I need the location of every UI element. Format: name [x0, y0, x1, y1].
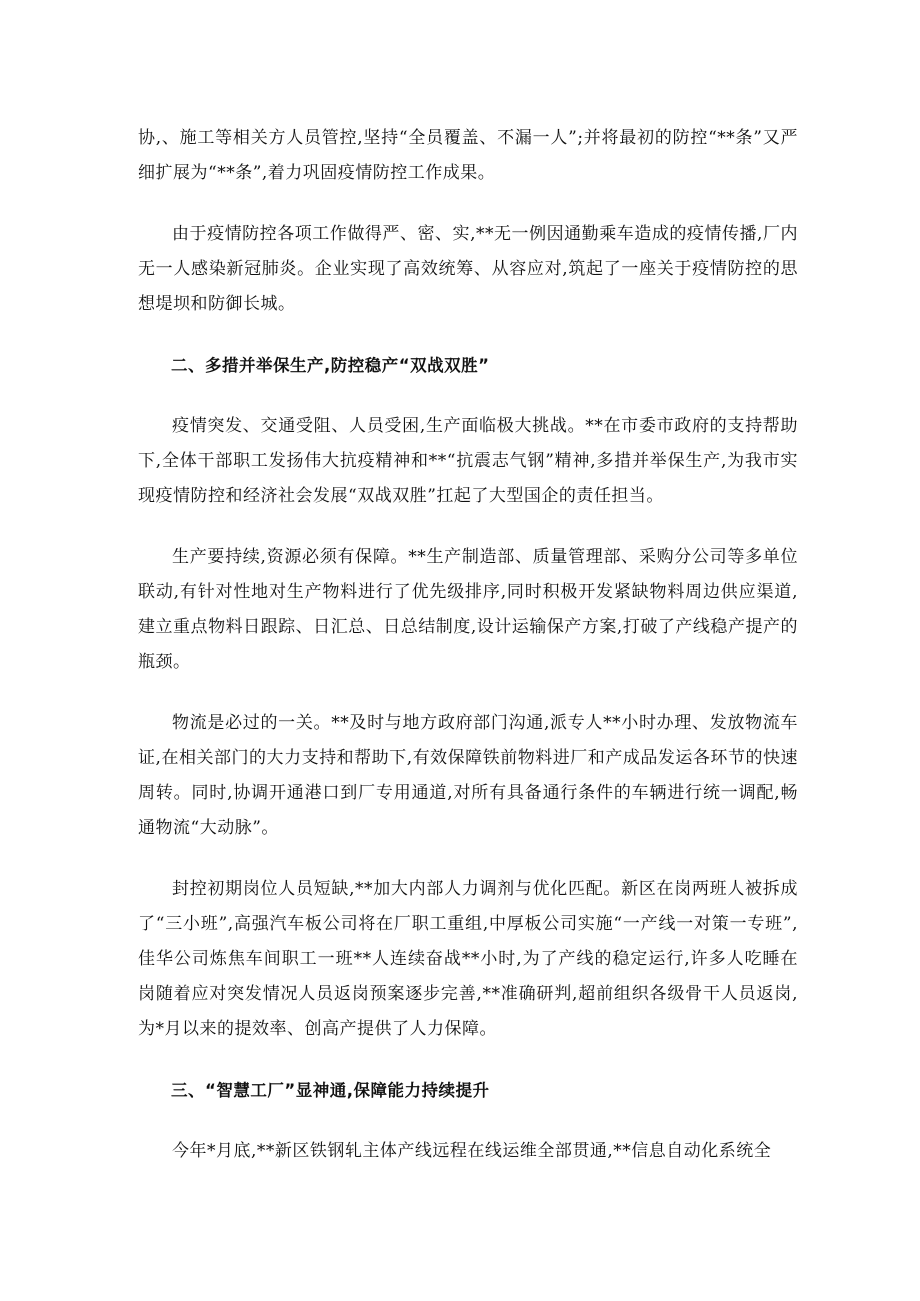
paragraph-production-challenge: 疫情突发、交通受阻、人员受困,生产面临极大挑战。**在市委市政府的支持帮助下,全体干部职工发扬伟大抗疫精神和**“抗震志气钢”精神,多措并举保生产,为我市实现疫情防控和经济社会发展“双战双胜”扛起了大型国企的责任担当。: [138, 416, 798, 506]
section-heading-two: 二、多措并举保生产,防控稳产“双战双胜”: [171, 356, 490, 375]
paragraph-logistics: 物流是必过的一关。**及时与地方政府部门沟通,派专人**小时办理、发放物流车证,在相关部门的大力支持和帮助下,有效保障铁前物料进厂和产成品发运各环节的快速周转。同时,协调开通港口到厂专用通道,对所有具备通行条件的车辆进行统一调配,畅通物流“大动脉”。: [138, 713, 798, 838]
paragraph-staffing: 封控初期岗位人员短缺,**加大内部人力调剂与优化匹配。新区在岗两班人被拆成了“三小班”,高强汽车板公司将在厂职工重组,中厚板公司实施“一产线一对策一专班”,佳华公司炼焦车间职工一班**人连续奋战**小时,为了产线的稳定运行,许多人吃睡在岗随着应对突发情况人员返岗预案逐步完善,**准确研判,超前组织各级骨干人员返岗,为*月以来的提效率、创高产提供了人力保障。: [138, 879, 798, 1039]
paragraph-epidemic-result: 由于疫情防控各项工作做得严、密、实,**无一例因通勤乘车造成的疫情传播,厂内无一人感染新冠肺炎。企业实现了高效统筹、从容应对,筑起了一座关于疫情防控的思想堤坝和防御长城。: [138, 224, 798, 314]
paragraph-continuation: 协,、施工等相关方人员管控,坚持“全员覆盖、不漏一人”;并将最初的防控“**条”又严细扩展为“**条”,着力巩固疫情防控工作成果。: [138, 128, 798, 183]
paragraph-smart-factory: 今年*月底,**新区铁钢轧主体产线远程在线运维全部贯通,**信息自动化系统全: [172, 1141, 772, 1161]
paragraph-resource-guarantee: 生产要持续,资源必须有保障。**生产制造部、质量管理部、采购分公司等多单位联动,有针对性地对生产物料进行了优先级排序,同时积极开发紧缺物料周边供应渠道,建立重点物料日跟踪、日汇总、日总结制度,设计运输保产方案,打破了产线稳产提产的瓶颈。: [138, 547, 798, 672]
document-body: [138, 121, 798, 1195]
section-heading-three: 三、“智慧工厂”显神通,保障能力持续提升: [171, 1081, 490, 1100]
